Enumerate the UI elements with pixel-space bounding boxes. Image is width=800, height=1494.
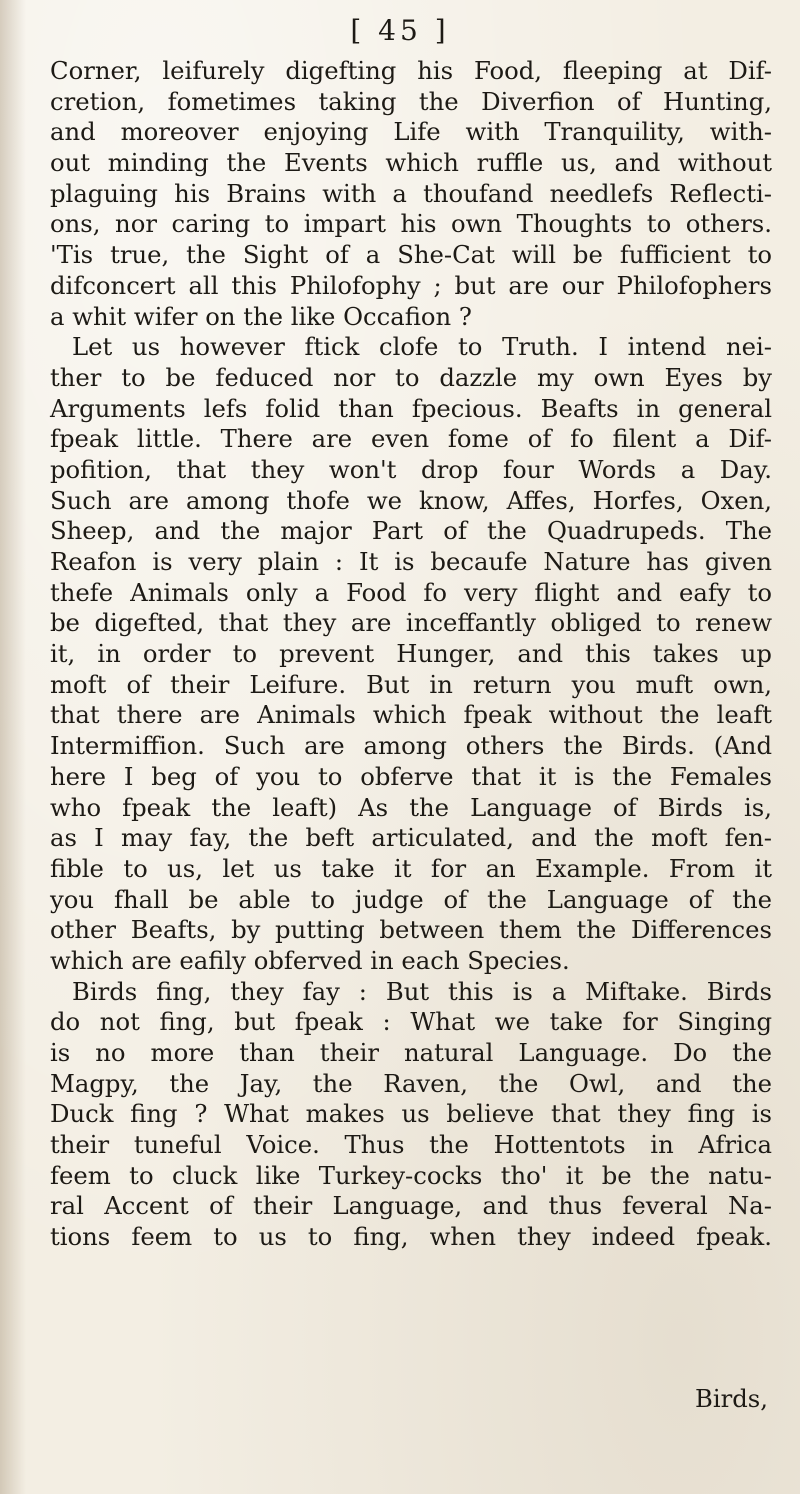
text-line: moft of their Leifure. But in return you muft own, [50, 669, 772, 699]
text-line: Magpy, the Jay, the Raven, the Owl, and the [50, 1068, 772, 1098]
text-line: be digefted, that they are inceffantly obliged to renew [50, 608, 772, 638]
text-line: ons, nor caring to impart his own Thoughts to others. [50, 209, 772, 239]
text-line: their tuneful Voice. Thus the Hottentots in Africa [50, 1130, 772, 1160]
text-line: a whit wifer on the like Occafion ? [50, 301, 472, 331]
text-line: Corner, leifurely digefting his Food, fleeping at Dif- [50, 56, 772, 85]
text-line: fible to us, let us take it for an Example. From it [50, 853, 772, 883]
text-line: Such are among thofe we know, Affes, Horfes, Oxen, [50, 485, 772, 515]
text-line: other Beafts, by putting between them the Differences [50, 915, 772, 945]
text-line: pofition, that they won't drop four Words a Day. [50, 454, 772, 484]
text-line: Arguments lefs folid than fpecious. Beafts in general [50, 393, 772, 423]
text-line: cretion, fometimes taking the Diverfion of Hunting, [50, 86, 772, 116]
body-text [50, 56, 772, 1253]
text-line: here I beg of you to obferve that it is the Females [50, 761, 772, 791]
page-edge-shadow [0, 0, 26, 1494]
text-line: and moreover enjoying Life with Tranquility, with- [50, 117, 772, 147]
text-line: it, in order to prevent Hunger, and this takes up [50, 639, 772, 669]
text-line: who fpeak the leaft) As the Language of Birds is, [50, 792, 772, 822]
text-line: ther to be feduced nor to dazzle my own Eyes by [50, 362, 772, 392]
text-line: Sheep, and the major Part of the Quadrupeds. The [50, 516, 772, 546]
text-line: as I may fay, the beft articulated, and the moft fen- [50, 823, 772, 853]
text-line: fpeak little. There are even fome of fo filent a Dif- [50, 424, 772, 454]
page-number: [ 45 ] [350, 14, 450, 47]
text-line: out minding the Events which ruffle us, and without [50, 148, 772, 178]
text-line: do not fing, but fpeak : What we take for Singing [50, 1007, 772, 1037]
text-line: Reafon is very plain : It is becaufe Nature has given [50, 547, 772, 576]
text-line: is no more than their natural Language. Do the [50, 1038, 772, 1067]
text-line: 'Tis true, the Sight of a She-Cat will be fufficient to [50, 240, 772, 270]
text-line: ral Accent of their Language, and thus feveral Na- [50, 1191, 772, 1221]
text-line: which are eafily obferved in each Species. [50, 945, 570, 975]
text-line: difconcert all this Philofophy ; but are our Philofophers [50, 270, 772, 300]
text-line: Birds fing, they fay : But this is a Miftake. Birds [72, 976, 772, 1006]
text-line: that there are Animals which fpeak without the leaft [50, 700, 772, 730]
text-line: Let us however ftick clofe to Truth. I intend nei- [72, 332, 772, 362]
text-line: thefe Animals only a Food fo very flight and eafy to [50, 577, 772, 607]
text-line: plaguing his Brains with a thoufand needlefs Reflecti- [50, 178, 772, 208]
text-line: Intermiffion. Such are among others the Birds. (And [50, 731, 772, 761]
text-line: you fhall be able to judge of the Language of the [50, 884, 772, 914]
text-line: feem to cluck like Turkey-cocks tho' it be the natu- [50, 1160, 772, 1190]
catchword: Birds, [695, 1384, 768, 1413]
text-line: tions feem to us to fing, when they indeed fpeak. [50, 1222, 772, 1252]
text-line: Duck fing ? What makes us believe that they fing is [50, 1099, 772, 1129]
